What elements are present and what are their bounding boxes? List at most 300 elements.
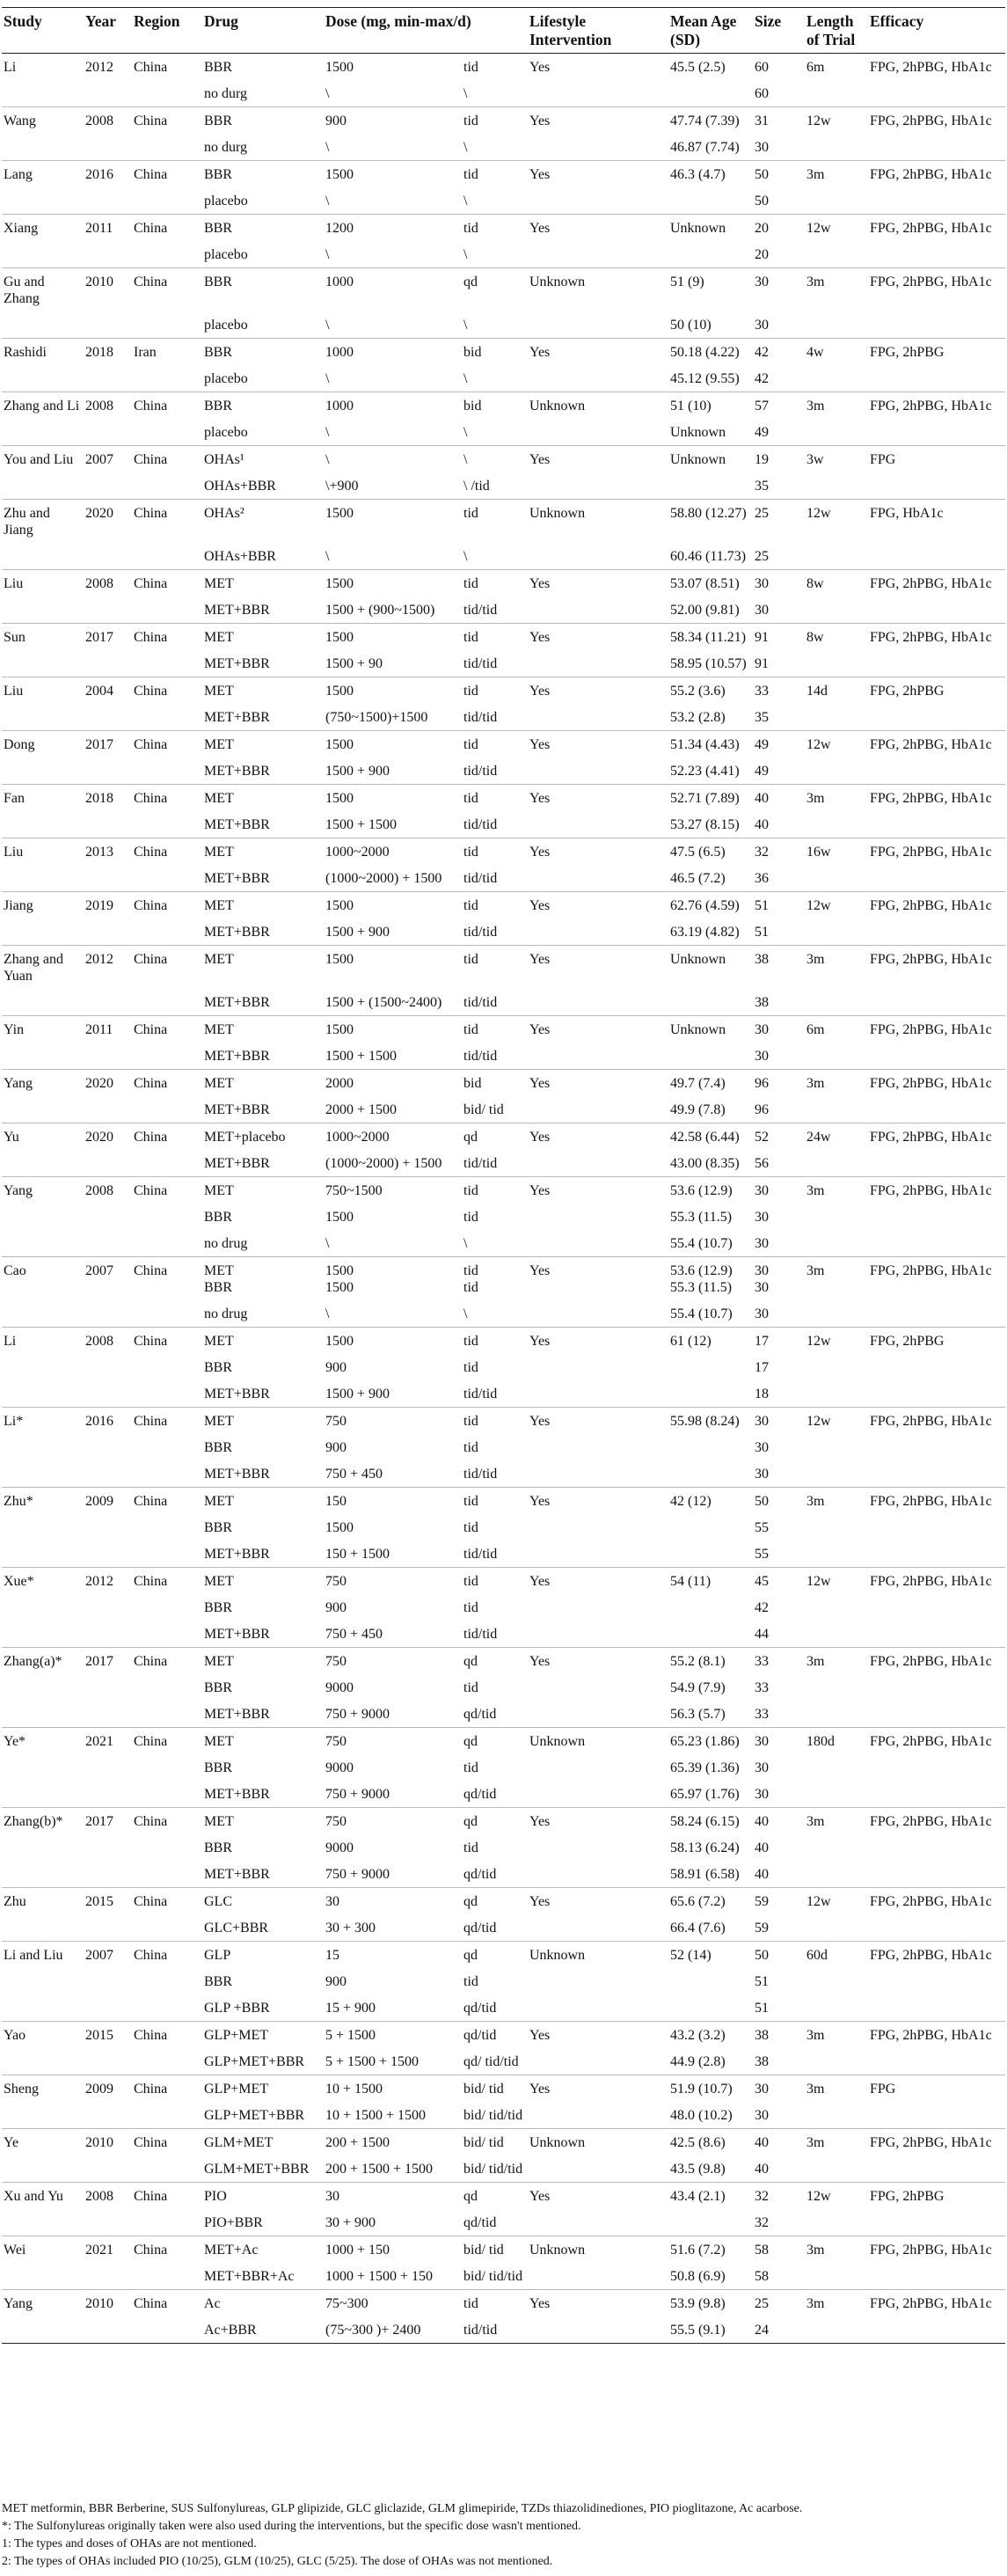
size-cell: 25 bbox=[755, 549, 769, 564]
study-cell: Yin bbox=[2, 1016, 84, 1043]
mean-age-cell: 55.4 (10.7) bbox=[670, 1236, 733, 1251]
mean-age-cell: 58.95 (10.57) bbox=[670, 656, 747, 671]
lifestyle-cell bbox=[528, 543, 668, 570]
lifestyle-cell bbox=[528, 2102, 668, 2129]
drug-cell: MET bbox=[202, 1070, 324, 1097]
size-cell: 51 bbox=[755, 1974, 769, 1989]
study-cell: Liu bbox=[2, 570, 84, 597]
region-cell: China bbox=[132, 1808, 202, 1835]
mean-age-cell: 52.71 (7.89) bbox=[668, 785, 753, 812]
year-cell bbox=[84, 1300, 132, 1328]
lifestyle-cell: Yes bbox=[528, 1257, 668, 1301]
efficacy-cell bbox=[868, 80, 1005, 107]
efficacy-cell bbox=[868, 811, 1005, 838]
dose-cell: 900 bbox=[325, 1360, 347, 1375]
length-cell bbox=[805, 241, 868, 268]
study-cell bbox=[2, 1204, 84, 1230]
study-cell: Yang bbox=[2, 2290, 84, 2317]
size-cell: 52 bbox=[753, 1123, 805, 1151]
study-cell bbox=[2, 1514, 84, 1540]
efficacy-cell: FPG, 2hPBG, HbA1c bbox=[868, 785, 1005, 812]
dose-cell: 1500 + 1500 bbox=[325, 817, 398, 832]
size-cell: 25 bbox=[753, 500, 805, 544]
drug-cell: MET bbox=[202, 838, 324, 866]
dose-cell: 1500 bbox=[324, 785, 462, 812]
study-cell bbox=[2, 596, 84, 624]
lifestyle-cell: Yes bbox=[528, 2290, 668, 2317]
lifestyle-cell: Yes bbox=[528, 570, 668, 597]
study-cell bbox=[2, 918, 84, 946]
size-cell: 42 bbox=[753, 339, 805, 366]
year-cell: 2020 bbox=[84, 1070, 132, 1097]
length-cell: 3m bbox=[805, 268, 868, 312]
length-cell bbox=[805, 1434, 868, 1460]
study-cell bbox=[2, 811, 84, 838]
study-cell bbox=[2, 1914, 84, 1942]
drug-cell: MET+BBR bbox=[204, 817, 270, 832]
year-cell: 2016 bbox=[84, 161, 132, 188]
length-cell: 12w bbox=[805, 1568, 868, 1595]
year-cell bbox=[84, 1781, 132, 1808]
table-row bbox=[2, 1150, 1005, 1177]
study-cell bbox=[2, 1434, 84, 1460]
efficacy-cell bbox=[868, 1043, 1005, 1070]
efficacy-cell bbox=[868, 134, 1005, 161]
size-cell: 40 bbox=[755, 2162, 769, 2177]
table-row bbox=[2, 2316, 1005, 2344]
mean-age-cell: 54 (11) bbox=[668, 1568, 753, 1595]
size-cell: 33 bbox=[753, 677, 805, 705]
mean-age-cell: Unknown bbox=[670, 425, 726, 440]
mean-age-cell: 49.7 (7.4) bbox=[668, 1070, 753, 1097]
lifestyle-cell bbox=[528, 918, 668, 946]
mean-age-cell: 56.3 (5.7) bbox=[670, 1707, 726, 1722]
size-cell: 42 bbox=[755, 1600, 769, 1615]
length-cell bbox=[805, 419, 868, 446]
drug-cell: MET+BBR bbox=[204, 1049, 270, 1064]
region-cell: China bbox=[132, 2022, 202, 2049]
table-row bbox=[2, 268, 1005, 312]
efficacy-cell bbox=[868, 1701, 1005, 1728]
efficacy-cell bbox=[868, 1460, 1005, 1488]
frequency-cell: \ bbox=[463, 247, 468, 262]
table-row bbox=[2, 187, 1005, 215]
lifestyle-cell bbox=[528, 2263, 668, 2290]
drug-cell: MET+BBR bbox=[204, 603, 270, 618]
dose-cell: 900 bbox=[325, 1600, 347, 1615]
mean-age-cell bbox=[668, 1380, 753, 1408]
region-cell bbox=[132, 241, 202, 268]
efficacy-cell: FPG, 2hPBG, HbA1c bbox=[868, 2290, 1005, 2317]
frequency-cell: tid bbox=[462, 838, 528, 866]
year-cell: 2018 bbox=[84, 785, 132, 812]
drug-cell: placebo bbox=[204, 318, 248, 333]
length-cell: 3m bbox=[805, 785, 868, 812]
length-cell bbox=[805, 1701, 868, 1728]
frequency-cell: tid bbox=[463, 1360, 478, 1375]
study-cell: Zhang(b)* bbox=[2, 1808, 84, 1835]
frequency-cell: qd/tid bbox=[463, 2001, 497, 2016]
lifestyle-cell bbox=[528, 1994, 668, 2022]
table-row bbox=[2, 1728, 1005, 1755]
frequency-cell: tid bbox=[462, 1328, 528, 1355]
mean-age-cell bbox=[668, 80, 753, 107]
lifestyle-cell bbox=[528, 134, 668, 161]
year-cell: 2008 bbox=[84, 570, 132, 597]
year-cell: 2011 bbox=[84, 215, 132, 242]
dose-cell: 750 + 9000 bbox=[325, 1707, 390, 1722]
dose-cell: (1000~2000) + 1500 bbox=[325, 1156, 442, 1171]
study-cell: Sun bbox=[2, 624, 84, 651]
mean-age-cell bbox=[668, 1621, 753, 1648]
frequency-cell: bid bbox=[462, 1070, 528, 1097]
lifestyle-cell bbox=[528, 1540, 668, 1568]
frequency-cell: bid/ tid bbox=[462, 2236, 528, 2264]
table-row bbox=[2, 1968, 1005, 1994]
mean-age-cell: 58.34 (11.21) bbox=[668, 624, 753, 651]
dose-cell: 1500 + 900 bbox=[325, 1387, 390, 1401]
length-cell bbox=[805, 2048, 868, 2075]
study-cell: Li* bbox=[2, 1408, 84, 1435]
length-cell: 12w bbox=[805, 215, 868, 242]
length-cell: 8w bbox=[805, 624, 868, 651]
dose-cell: 150 + 1500 bbox=[325, 1547, 390, 1562]
year-cell bbox=[84, 134, 132, 161]
drug-cell: MET+Ac bbox=[202, 2236, 324, 2264]
year-cell: 2021 bbox=[84, 1728, 132, 1755]
year-cell: 2018 bbox=[84, 339, 132, 366]
size-cell: 58 bbox=[755, 2269, 769, 2284]
year-cell bbox=[84, 1834, 132, 1861]
efficacy-cell bbox=[868, 1540, 1005, 1568]
dose-cell: 1000 bbox=[324, 392, 462, 420]
length-cell: 3m bbox=[805, 161, 868, 188]
year-cell bbox=[84, 596, 132, 624]
dose-cell: 1500 1500 bbox=[324, 1257, 462, 1301]
drug-cell: MET bbox=[202, 1016, 324, 1043]
mean-age-cell: 42 (12) bbox=[668, 1488, 753, 1515]
drug-cell: MET+BBR bbox=[204, 710, 270, 725]
drug-cell: MET bbox=[202, 677, 324, 705]
mean-age-cell bbox=[668, 1460, 753, 1488]
efficacy-cell bbox=[868, 757, 1005, 785]
lifestyle-cell bbox=[528, 989, 668, 1016]
region-cell bbox=[132, 2155, 202, 2183]
region-cell bbox=[132, 1994, 202, 2022]
size-cell: 40 bbox=[753, 1808, 805, 1835]
drug-cell: BBR bbox=[202, 392, 324, 420]
dose-cell: 750 bbox=[324, 1808, 462, 1835]
frequency-cell: \ bbox=[463, 371, 468, 386]
lifestyle-cell bbox=[528, 1150, 668, 1177]
dose-cell: 200 + 1500 bbox=[324, 2129, 462, 2156]
length-cell: 3m bbox=[805, 1177, 868, 1204]
lifestyle-cell bbox=[528, 757, 668, 785]
lifestyle-cell: Yes bbox=[528, 785, 668, 812]
drug-cell: Ac bbox=[202, 2290, 324, 2317]
efficacy-cell: FPG, 2hPBG, HbA1c bbox=[868, 1016, 1005, 1043]
drug-cell: OHAs+BBR bbox=[204, 549, 276, 564]
year-cell: 2009 bbox=[84, 1488, 132, 1515]
size-cell: 30 bbox=[753, 1016, 805, 1043]
study-cell bbox=[2, 1540, 84, 1568]
size-cell: 58 bbox=[753, 2236, 805, 2264]
length-cell bbox=[805, 1781, 868, 1808]
drug-cell: MET bbox=[202, 1488, 324, 1515]
mean-age-cell: 58.91 (6.58) bbox=[670, 1867, 740, 1882]
study-cell: Lang bbox=[2, 161, 84, 188]
frequency-cell: tid/tid bbox=[463, 1547, 498, 1562]
length-cell bbox=[805, 1230, 868, 1257]
table-row bbox=[2, 1408, 1005, 1435]
drug-cell: BBR bbox=[204, 1680, 233, 1695]
table-row bbox=[2, 1460, 1005, 1488]
length-cell: 3m bbox=[805, 1648, 868, 1675]
mean-age-cell: 63.19 (4.82) bbox=[670, 925, 740, 940]
size-cell: 17 bbox=[755, 1360, 769, 1375]
mean-age-cell: 43.2 (3.2) bbox=[668, 2022, 753, 2049]
size-cell: 30 bbox=[753, 268, 805, 312]
lifestyle-cell bbox=[528, 650, 668, 677]
table-row bbox=[2, 2209, 1005, 2236]
table-row bbox=[2, 1861, 1005, 1888]
drug-cell: BBR bbox=[202, 107, 324, 135]
study-cell bbox=[2, 1150, 84, 1177]
dose-cell: 750 + 9000 bbox=[325, 1787, 390, 1802]
mean-age-cell: 43.5 (9.8) bbox=[670, 2162, 726, 2177]
table-row bbox=[2, 1070, 1005, 1097]
size-cell: 38 bbox=[753, 2022, 805, 2049]
study-cell: Xiang bbox=[2, 215, 84, 242]
efficacy-cell bbox=[868, 1781, 1005, 1808]
mean-age-cell bbox=[668, 241, 753, 268]
drug-cell: placebo bbox=[204, 194, 248, 209]
region-cell: China bbox=[132, 1070, 202, 1097]
length-cell: 12w bbox=[805, 892, 868, 919]
study-cell bbox=[2, 704, 84, 731]
region-cell bbox=[132, 1150, 202, 1177]
efficacy-cell: FPG, 2hPBG, HbA1c bbox=[868, 1568, 1005, 1595]
year-cell bbox=[84, 1861, 132, 1888]
region-cell: China bbox=[132, 107, 202, 135]
dose-cell: 30 bbox=[324, 2183, 462, 2210]
dose-cell: \ bbox=[325, 549, 330, 564]
mean-age-cell: 60.46 (11.73) bbox=[670, 549, 747, 564]
region-cell: China bbox=[132, 1408, 202, 1435]
efficacy-cell bbox=[868, 187, 1005, 215]
region-cell: Iran bbox=[132, 339, 202, 366]
year-cell bbox=[84, 2263, 132, 2290]
dose-cell: \ bbox=[325, 371, 330, 386]
study-cell: Liu bbox=[2, 838, 84, 866]
length-cell: 3m bbox=[805, 2022, 868, 2049]
frequency-cell: tid/tid bbox=[463, 1156, 498, 1171]
drug-cell: BBR bbox=[204, 1974, 233, 1989]
region-cell: China bbox=[134, 60, 168, 75]
dose-cell: 1500 bbox=[324, 946, 462, 990]
region-cell: China bbox=[132, 570, 202, 597]
mean-age-cell: 50.8 (6.9) bbox=[670, 2269, 726, 2284]
table-row bbox=[2, 1016, 1005, 1043]
frequency-cell: tid/tid bbox=[463, 1627, 498, 1642]
frequency-cell: \ bbox=[463, 318, 468, 333]
region-cell: China bbox=[132, 677, 202, 705]
lifestyle-cell bbox=[528, 1594, 668, 1621]
length-cell: 3m bbox=[805, 1488, 868, 1515]
study-cell bbox=[2, 187, 84, 215]
drug-cell: MET bbox=[202, 1648, 324, 1675]
frequency-cell: bid/ tid/tid bbox=[463, 2162, 523, 2177]
region-cell: China bbox=[132, 446, 202, 473]
table-row bbox=[2, 1043, 1005, 1070]
frequency-cell: qd/tid bbox=[463, 1921, 497, 1936]
length-cell bbox=[805, 1674, 868, 1701]
size-cell: 56 bbox=[755, 1156, 769, 1171]
dose-cell: 1000 + 150 bbox=[324, 2236, 462, 2264]
region-cell bbox=[132, 1781, 202, 1808]
lifestyle-cell bbox=[528, 1043, 668, 1070]
study-cell: Xue* bbox=[2, 1568, 84, 1595]
year-cell bbox=[84, 918, 132, 946]
drug-cell: MET+BBR bbox=[204, 1102, 270, 1117]
region-cell bbox=[132, 311, 202, 339]
drug-cell: MET+BBR bbox=[204, 995, 270, 1010]
table-row bbox=[2, 704, 1005, 731]
length-cell bbox=[805, 80, 868, 107]
lifestyle-cell: Unknown bbox=[528, 2236, 668, 2264]
year-cell bbox=[84, 2209, 132, 2236]
region-cell: China bbox=[132, 2075, 202, 2103]
lifestyle-cell: Yes bbox=[528, 1177, 668, 1204]
mean-age-cell bbox=[668, 472, 753, 500]
year-cell bbox=[84, 241, 132, 268]
size-cell: 50 bbox=[753, 1488, 805, 1515]
drug-cell: placebo bbox=[204, 247, 248, 262]
region-cell: China bbox=[132, 392, 202, 420]
size-cell: 40 bbox=[755, 1867, 769, 1882]
dose-cell: 30 + 300 bbox=[325, 1921, 376, 1936]
size-cell: 42 bbox=[755, 371, 769, 386]
mean-age-cell: 55.2 (3.6) bbox=[668, 677, 753, 705]
mean-age-cell: 50.18 (4.22) bbox=[668, 339, 753, 366]
size-cell: 96 bbox=[753, 1070, 805, 1097]
frequency-cell: tid bbox=[462, 1568, 528, 1595]
drug-cell: MET bbox=[202, 731, 324, 758]
study-cell: Gu and Zhang bbox=[2, 268, 84, 312]
length-cell bbox=[805, 1204, 868, 1230]
lifestyle-cell: Yes bbox=[528, 1808, 668, 1835]
table-row bbox=[2, 2236, 1005, 2264]
dose-cell: 5 + 1500 + 1500 bbox=[325, 2054, 420, 2069]
region-cell bbox=[132, 757, 202, 785]
size-cell: 24 bbox=[753, 2316, 805, 2344]
length-cell bbox=[805, 187, 868, 215]
study-cell bbox=[2, 1043, 84, 1070]
table-row bbox=[2, 472, 1005, 500]
study-cell bbox=[2, 2316, 84, 2344]
lifestyle-cell: Yes bbox=[528, 1070, 668, 1097]
region-cell bbox=[132, 918, 202, 946]
region-cell: China bbox=[132, 624, 202, 651]
efficacy-cell: FPG, 2hPBG bbox=[868, 1328, 1005, 1355]
dose-cell: 750 bbox=[324, 1408, 462, 1435]
mean-age-cell: 45.5 (2.5) bbox=[670, 60, 726, 75]
length-cell bbox=[805, 757, 868, 785]
region-cell bbox=[132, 596, 202, 624]
lifestyle-cell: Yes bbox=[528, 1408, 668, 1435]
year-cell bbox=[84, 365, 132, 392]
frequency-cell: qd/ tid/tid bbox=[463, 2054, 519, 2069]
size-cell: 57 bbox=[753, 392, 805, 420]
size-cell: 60 bbox=[755, 86, 769, 101]
lifestyle-cell: Unknown bbox=[528, 268, 668, 312]
region-cell: China bbox=[132, 1177, 202, 1204]
table-row bbox=[2, 2102, 1005, 2129]
length-cell: 3m bbox=[805, 1808, 868, 1835]
frequency-cell: tid bbox=[463, 1974, 478, 1989]
efficacy-cell bbox=[868, 704, 1005, 731]
size-cell: 38 bbox=[755, 995, 769, 1010]
mean-age-cell: 65.39 (1.36) bbox=[670, 1760, 740, 1775]
region-cell bbox=[132, 650, 202, 677]
study-cell bbox=[2, 1300, 84, 1328]
dose-cell: 1500 bbox=[324, 161, 462, 188]
dose-cell: \ bbox=[325, 318, 330, 333]
mean-age-cell: 50 (10) bbox=[670, 318, 711, 333]
study-cell bbox=[2, 989, 84, 1016]
lifestyle-cell: Yes bbox=[528, 1488, 668, 1515]
year-cell: 2008 bbox=[84, 1328, 132, 1355]
study-cell: Wei bbox=[2, 2236, 84, 2264]
table-row bbox=[2, 811, 1005, 838]
efficacy-cell bbox=[868, 865, 1005, 892]
mean-age-cell: 52 (14) bbox=[668, 1942, 753, 1969]
mean-age-cell: 49.9 (7.8) bbox=[670, 1102, 726, 1117]
size-cell: 51 bbox=[753, 892, 805, 919]
frequency-cell: tid bbox=[462, 892, 528, 919]
drug-cell: MET+BBR bbox=[204, 1627, 270, 1642]
size-cell: 19 bbox=[753, 446, 805, 473]
lifestyle-cell: Yes bbox=[528, 892, 668, 919]
efficacy-cell bbox=[868, 1834, 1005, 1861]
year-cell bbox=[84, 543, 132, 570]
year-cell bbox=[84, 865, 132, 892]
size-cell: 30 bbox=[755, 1306, 769, 1321]
header-dose: Dose (mg, min-max/d) bbox=[324, 8, 528, 54]
table-row bbox=[2, 1230, 1005, 1257]
size-cell: 40 bbox=[753, 2129, 805, 2156]
dose-cell: 9000 bbox=[325, 1760, 354, 1775]
region-cell bbox=[132, 1460, 202, 1488]
frequency-cell: tid tid bbox=[462, 1257, 528, 1301]
efficacy-cell: FPG, 2hPBG, HbA1c bbox=[868, 838, 1005, 866]
drug-cell: MET+BBR bbox=[204, 1387, 270, 1401]
mean-age-cell: 53.2 (2.8) bbox=[670, 710, 726, 725]
frequency-cell: bid bbox=[462, 392, 528, 420]
lifestyle-cell bbox=[528, 2316, 668, 2344]
table-row bbox=[2, 1808, 1005, 1835]
size-cell: 30 30 bbox=[753, 1257, 805, 1301]
dose-cell: \ bbox=[325, 1236, 330, 1251]
frequency-cell: tid bbox=[463, 1760, 478, 1775]
study-cell bbox=[2, 134, 84, 161]
mean-age-cell bbox=[668, 1354, 753, 1380]
size-cell: 51 bbox=[755, 925, 769, 940]
length-cell bbox=[805, 1861, 868, 1888]
study-cell bbox=[2, 1621, 84, 1648]
size-cell: 32 bbox=[753, 2183, 805, 2210]
year-cell: 2021 bbox=[84, 2236, 132, 2264]
